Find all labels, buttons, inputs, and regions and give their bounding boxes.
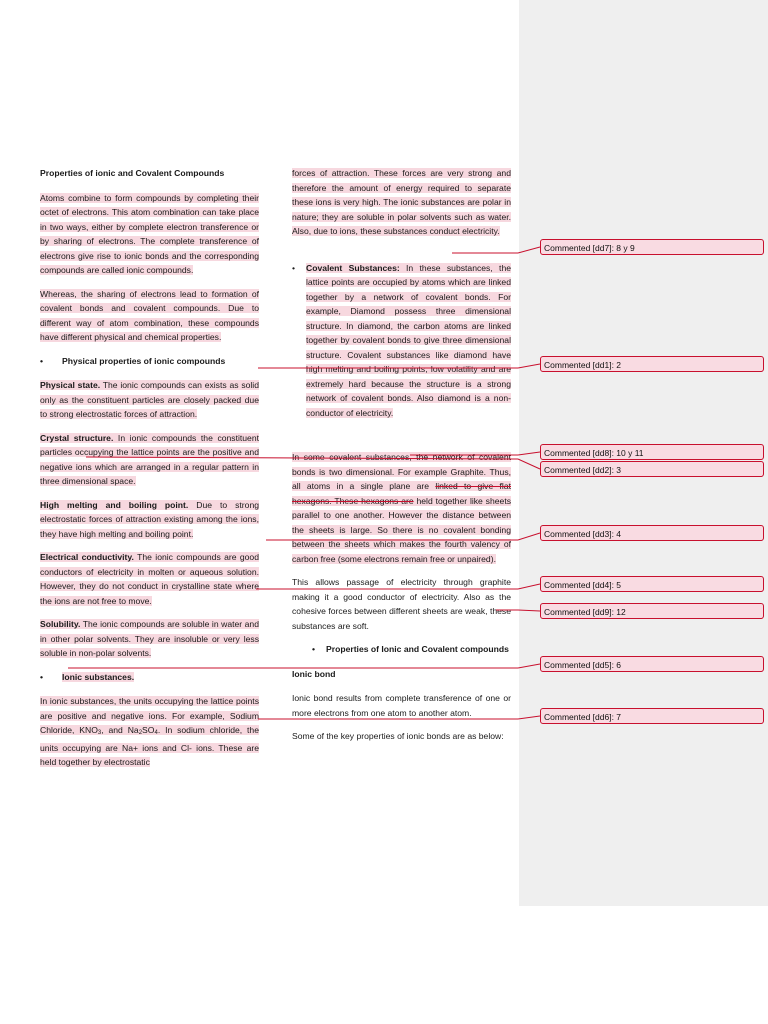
bullet-physical-properties[interactable]: • Physical properties of ionic compounds: [40, 354, 259, 369]
connector-dd3: [266, 533, 540, 540]
ionic-bond-heading: Ionic bond: [292, 668, 336, 679]
ionic-bond-paragraph[interactable]: Ionic bond results from complete transference of one or more electrons from one atom to another atom.: [292, 693, 511, 718]
connector-dd6: [258, 716, 540, 719]
bullet-icon: •: [312, 644, 316, 654]
sharing-paragraph[interactable]: Whereas, the sharing of electrons lead to formation of covalent bonds and covalent compounds. Due to different way of atom combination, these compounds have different physical and chemical properties.: [40, 288, 259, 342]
physical-state-paragraph[interactable]: Physical state. The ionic compounds can exists as solid only as the constituent particles are closely packed due to strong electrostatic forces of attraction.: [40, 380, 259, 419]
comment-dd5[interactable]: Commented [dd5]: 6: [540, 656, 764, 672]
conductivity-paragraph[interactable]: Electrical conductivity. The ionic compounds are good conductors of electricity in molten or aqueous solution. However, they do not conduct in crystalline state where the ions are not free to move.: [40, 552, 259, 606]
connector-dd5: [68, 664, 540, 668]
bullet-icon: •: [40, 671, 44, 682]
comment-dd7[interactable]: Commented [dd7]: 8 y 9: [540, 239, 764, 255]
forces-paragraph[interactable]: forces of attraction. These forces are very strong and therefore the amount of energy required to separate these ions is very high. The ionic substances are polar in nature; they are soluble in polar solvents such as water. Also, due to ions, these substances conduct electricity.: [292, 168, 511, 236]
connector-dd9: [496, 610, 540, 611]
bullet-properties-ionic-covalent[interactable]: • Properties of Ionic and Covalent compounds: [292, 642, 511, 657]
ionic-substances-paragraph[interactable]: In ionic substances, the units occupying the lattice points are positive and negative ions. For example, Sodium Chloride, $KNO_3$, and $Na_2SO_4$. In sodium chloride, the units occupying are Na+ ions and Cl- ions. These are held together by electrostatic: [40, 696, 259, 767]
bullet-icon: •: [292, 262, 296, 273]
solubility-paragraph[interactable]: Solubility. The ionic compounds are soluble in water and in other polar solvents. They are insoluble or very less soluble in non-polar solvents.: [40, 619, 259, 658]
document-title: Properties of ionic and Covalent Compounds: [40, 168, 225, 178]
bullet-icon: •: [40, 355, 44, 366]
comment-dd8[interactable]: Commented [dd8]: 10 y 11: [540, 444, 764, 460]
comment-dd3[interactable]: Commented [dd3]: 4: [540, 525, 764, 541]
graphite-paragraph[interactable]: In some covalent substances, the network of covalent bonds is two dimensional. For example Graphite. Thus, all atoms in a single plane are linked to give flat hexagons. These hexagons are held together like sheets parallel to one another. However the distance between the sheets is large. So there is no covalent bonding between the sheets which makes the fourth valency of carbon free (some electrons remain free or unpaired).: [292, 452, 512, 564]
comment-dd9[interactable]: Commented [dd9]: 12: [540, 603, 764, 619]
connector-dd7: [452, 247, 540, 253]
covalent-substances-item[interactable]: • Covalent Substances: In these substances, the lattice points are occupied by atoms which are linked together by a network of covalent bonds. For example, Diamond possess three dimensional structure. In diamond, the carbon atoms are linked together by covalent bonds to give three dimensional structure. Covalent substances like diamond have high melting and boiling points, low volatility and are extremely hard because the structure is a strong network of covalent bonds. Also diamond is a non-conductor of electricity.: [292, 262, 512, 418]
connector-dd1: [258, 364, 540, 368]
bullet-ionic-substances[interactable]: • Ionic substances.: [40, 670, 259, 685]
comment-dd2[interactable]: Commented [dd2]: 3: [540, 461, 764, 477]
intro-paragraph[interactable]: Atoms combine to form compounds by completing their octet of electrons. This atom combination can take place in two ways, either by complete electron transference or by sharing of electrons. The complete transference of electrons give rise to ionic bonds and the corresponding compounds are called ionic compounds.: [40, 192, 259, 275]
graphite-conductivity-paragraph[interactable]: This allows passage of electricity through graphite making it a good conductor of electricity. Also as the cohesive forces between different sheets are weak, these substances are soft.: [292, 577, 511, 631]
connector-dd8: [410, 452, 540, 455]
connector-dd2: [86, 457, 540, 469]
ionic-bond-properties-paragraph[interactable]: Some of the key properties of ionic bonds are as below:: [292, 731, 504, 741]
connector-dd4: [256, 584, 540, 589]
comment-dd6[interactable]: Commented [dd6]: 7: [540, 708, 764, 724]
melting-point-paragraph[interactable]: High melting and boiling point. Due to strong electrostatic forces of attraction existing among the ions, they have high melting and boiling point.: [40, 499, 259, 539]
comment-dd4[interactable]: Commented [dd4]: 5: [540, 576, 764, 592]
crystal-structure-paragraph[interactable]: Crystal structure. In ionic compounds the constituent particles occupying the lattice points are the positive and negative ions which are arranged in a regular pattern in three dimensional space.: [40, 432, 260, 486]
comment-dd1[interactable]: Commented [dd1]: 2: [540, 356, 764, 372]
